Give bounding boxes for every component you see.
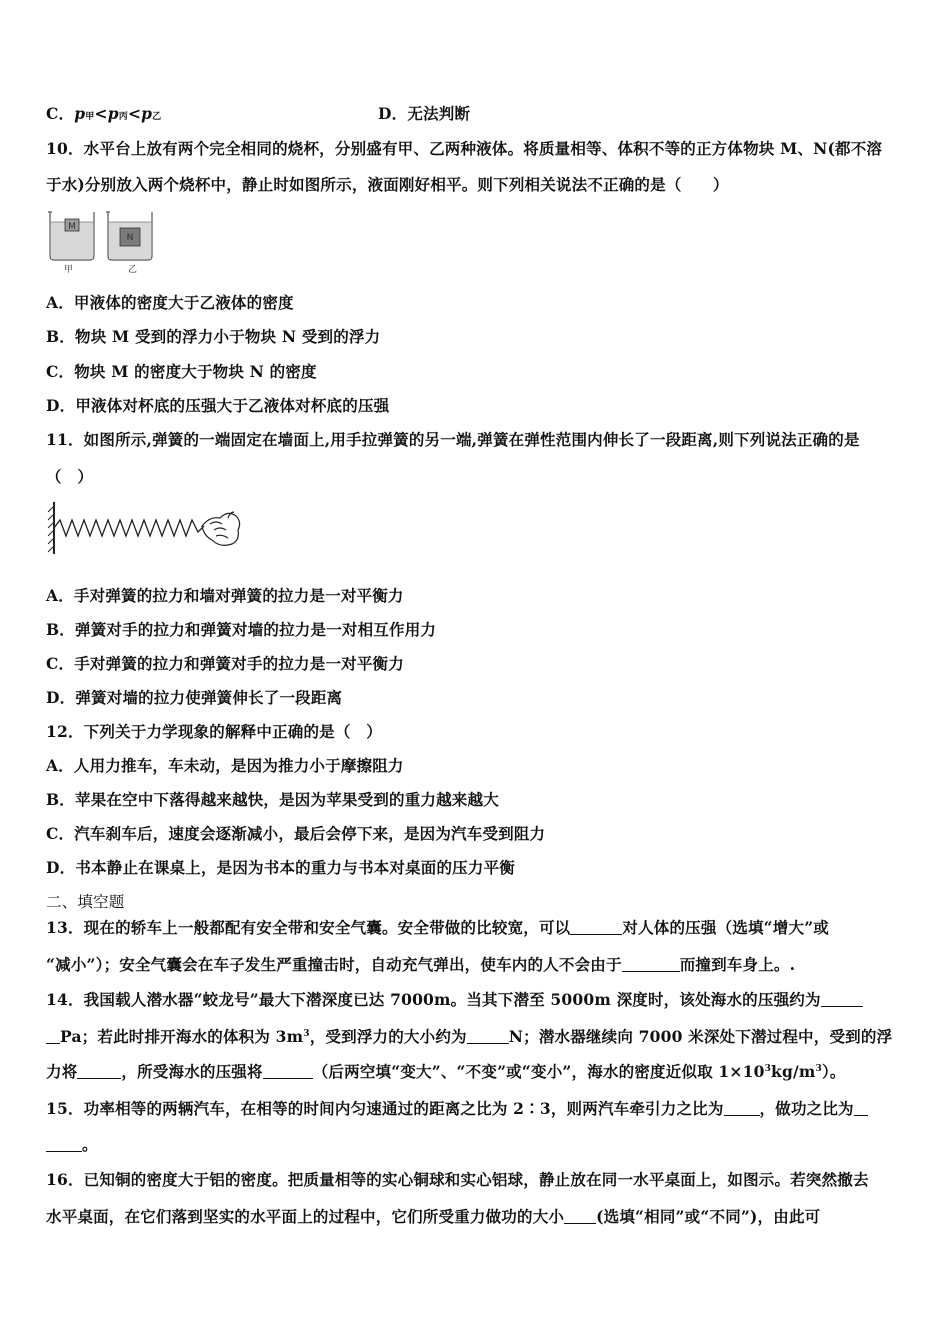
- q11-option-c: C．手对弹簧的拉力和弹簧对手的拉力是一对平衡力: [46, 654, 404, 673]
- spring: [54, 520, 204, 536]
- q16-blank-1[interactable]: [564, 1209, 596, 1224]
- q14-blank-2[interactable]: [467, 1029, 509, 1044]
- q16-line2: 水平桌面，在它们落到坚实的水平面上的过程中，它们所受重力做功的大小 (选填“相同”或“不同”)，由此可: [46, 1207, 821, 1226]
- q13-blank-1[interactable]: [570, 920, 622, 935]
- q15-line2: 。: [46, 1133, 98, 1155]
- q15-blank-2a[interactable]: [854, 1101, 868, 1116]
- q12-option-b: B．苹果在空中下落得越来越快，是因为苹果受到的重力越来越大: [46, 790, 499, 809]
- beaker-left-label: 甲: [64, 265, 74, 275]
- q14-line1: 14．我国载人潜水器“蛟龙号”最大下潜深度已达 7000m。当其下潜至 5000m 深度时，该处海水的压强约为: [46, 988, 863, 1010]
- beaker-right: [106, 212, 152, 260]
- spring-figure: [44, 496, 244, 560]
- q14-line2: Pa；若此时排开海水的体积为 $3m^3$，受到浮力的大小约为 N；潜水器继续向 7000 米深处下潜过程中，受到的浮: [46, 1025, 892, 1047]
- q14-blank-1a[interactable]: [821, 992, 863, 1007]
- q15-blank-1[interactable]: [724, 1101, 760, 1116]
- q10-option-c: C．物块 M 的密度大于物块 N 的密度: [46, 362, 317, 381]
- q10-stem-line2: 于水)分别放入两个烧杯中，静止时如图所示，液面刚好相平。则下列相关说法不正确的是（ ）: [46, 175, 729, 194]
- q9-option-d: D．无法判断: [378, 104, 471, 123]
- beaker-left: [48, 212, 94, 260]
- q12-option-d: D．书本静止在课桌上，是因为书本的重力与书本对桌面的压力平衡: [46, 858, 515, 877]
- block-n-label: N: [126, 233, 134, 243]
- q12-option-a: A．人用力推车，车未动，是因为推力小于摩擦阻力: [46, 756, 404, 775]
- section-fill-blank-title: 二、填空题: [46, 893, 125, 911]
- beakers-figure: [44, 206, 174, 278]
- hand-icon: [202, 512, 240, 545]
- q16-line1: 16．已知铜的密度大于铝的密度。把质量相等的实心铜球和实心铝球，静止放在同一水平桌面上，如图示。若突然撤去: [46, 1170, 869, 1189]
- q11-option-a: A．手对弹簧的拉力和墙对弹簧的拉力是一对平衡力: [46, 586, 404, 605]
- q10-stem-line1: 10．水平台上放有两个完全相同的烧杯，分别盛有甲、乙两种液体。将质量相等、体积不等的正方体物块 M、N(都不溶: [46, 139, 883, 158]
- q15-blank-2b[interactable]: [46, 1137, 82, 1152]
- q13-line2: “减小”）；安全气囊会在车子发生严重撞击时，自动充气弹出，使车内的人不会由于 而撞到车身上。.: [46, 955, 796, 974]
- q12-stem: 12．下列关于力学现象的解释中正确的是（ ）: [46, 722, 382, 741]
- q14-line3: 力将 ，所受海水的压强将 （后两空填“变大”、“不变”或“变小”，海水的密度近似取 $1\times 10^3kg/m^3$）。: [46, 1062, 846, 1081]
- q11-stem-line1: 11．如图所示,弹簧的一端固定在墙面上,用手拉弹簧的另一端,弹簧在弹性范围内伸长了一段距离,则下列说法正确的是: [46, 430, 860, 449]
- q10-option-d: D．甲液体对杯底的压强大于乙液体对杯底的压强: [46, 396, 390, 415]
- q10-option-b: B．物块 M 受到的浮力小于物块 N 受到的浮力: [46, 327, 381, 346]
- q14-blank-3[interactable]: [77, 1064, 121, 1079]
- q11-option-d: D．弹簧对墙的拉力使弹簧伸长了一段距离: [46, 688, 343, 707]
- q11-option-b: B．弹簧对手的拉力和弹簧对墙的拉力是一对相互作用力: [46, 620, 437, 639]
- q14-blank-4[interactable]: [263, 1064, 313, 1079]
- block-m-label: M: [68, 222, 76, 232]
- q11-stem-line2: （ ）: [46, 467, 94, 486]
- q9-option-c: C．p甲<p丙<p乙: [46, 104, 162, 123]
- q13-blank-2[interactable]: [622, 957, 680, 972]
- wall: [48, 502, 54, 554]
- q14-blank-1b[interactable]: [46, 1029, 60, 1044]
- q12-option-c: C．汽车刹车后，速度会逐渐减小，最后会停下来，是因为汽车受到阻力: [46, 824, 546, 843]
- q15-line1: 15．功率相等的两辆汽车，在相等的时间内匀速通过的距离之比为 2∶3，则两汽车牵引力之比为 ，做功之比为: [46, 1097, 868, 1119]
- q10-option-a: A．甲液体的密度大于乙液体的密度: [46, 293, 294, 312]
- q13-line1: 13．现在的轿车上一般都配有安全带和安全气囊。安全带做的比较宽，可以 对人体的压强（选填“增大”或: [46, 918, 830, 937]
- beaker-right-label: 乙: [128, 265, 138, 275]
